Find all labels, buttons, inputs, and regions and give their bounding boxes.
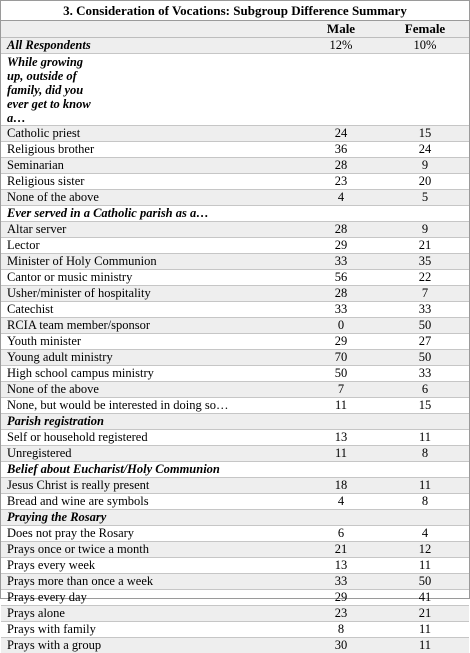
row-label: Youth minister (7, 334, 82, 348)
row-label: Minister of Holy Communion (7, 254, 157, 268)
male-value: 7 (337, 382, 345, 396)
female-value: 27 (418, 334, 432, 348)
row-label: High school campus ministry (7, 366, 154, 380)
female-value: 9 (421, 222, 429, 236)
table-row (1, 446, 469, 462)
row-label: Does not pray the Rosary (7, 526, 135, 540)
row-label: None of the above (7, 190, 99, 204)
row-label: Prays every week (7, 558, 96, 572)
table-row (1, 430, 469, 446)
row-label: Young adult ministry (7, 350, 113, 364)
female-value: 33 (418, 302, 432, 316)
female-value: 15 (418, 126, 432, 140)
female-value: 50 (418, 350, 432, 364)
row-label: Catholic priest (7, 126, 81, 140)
table-row (1, 334, 469, 350)
row-label: Usher/minister of hospitality (7, 286, 151, 300)
female-value: 12 (418, 542, 432, 556)
row-label: Cantor or music ministry (7, 270, 133, 284)
male-value: 70 (334, 350, 348, 364)
row-label: Prays once or twice a month (7, 542, 149, 556)
table-row (1, 318, 469, 334)
row-label: Religious sister (7, 174, 85, 188)
table-row (1, 350, 469, 366)
female-value: 20 (418, 174, 432, 188)
female-value: 8 (421, 494, 429, 508)
male-value: 13 (334, 430, 348, 444)
row-label: RCIA team member/sponsor (7, 318, 151, 332)
female-value: 11 (418, 558, 432, 572)
male-value: 28 (334, 286, 348, 300)
section-header-row (1, 462, 469, 478)
table-row (1, 398, 469, 414)
row-label: Prays with a group (7, 638, 102, 652)
female-value: 11 (418, 430, 432, 444)
male-value: 33 (334, 254, 348, 268)
row-label: Jesus Christ is really present (7, 478, 150, 492)
female-value: 9 (421, 158, 429, 172)
female-value: 11 (418, 638, 432, 652)
table-row (1, 382, 469, 398)
male-value: 13 (334, 558, 348, 572)
table-row (1, 366, 469, 382)
female-value: 50 (418, 318, 432, 332)
male-value: 30 (334, 638, 348, 652)
male-value: 56 (334, 270, 348, 284)
table-row (1, 158, 469, 174)
table-row (1, 126, 469, 142)
table-title: 3. Consideration of Vocations: Subgroup Difference Summary (1, 1, 469, 21)
male-value: 8 (337, 622, 345, 636)
table-row (1, 606, 469, 622)
row-label: Prays alone (7, 606, 65, 620)
male-value: 28 (334, 222, 348, 236)
header-label-column (1, 21, 301, 37)
section-label: Parish registration (7, 414, 104, 428)
male-value: 23 (334, 606, 348, 620)
row-label: Unregistered (7, 446, 72, 460)
male-value: 33 (334, 302, 348, 316)
row-label: Catechist (7, 302, 54, 316)
male-value: 23 (334, 174, 348, 188)
male-value: 6 (337, 526, 345, 540)
section-label: While growing up, outside of family, did you ever get to know a… (7, 55, 91, 125)
female-value: 21 (418, 238, 432, 252)
section-header-row (1, 206, 469, 222)
table-row (1, 238, 469, 254)
section-label: Ever served in a Catholic parish as a… (7, 206, 209, 220)
section-header-row (1, 38, 469, 54)
male-value: 0 (337, 318, 345, 332)
table-row (1, 302, 469, 318)
table-row (1, 526, 469, 542)
male-value: 29 (334, 334, 348, 348)
female-value: 5 (421, 190, 429, 204)
row-label: Prays every day (7, 590, 87, 604)
section-header-row (1, 510, 469, 526)
male-value: 24 (334, 126, 348, 140)
row-label: Prays more than once a week (7, 574, 154, 588)
row-label: Self or household registered (7, 430, 148, 444)
female-value: 21 (418, 606, 432, 620)
male-value: 4 (337, 190, 345, 204)
female-value: 15 (418, 398, 432, 412)
female-value: 22 (418, 270, 432, 284)
male-value: 36 (334, 142, 348, 156)
table-row (1, 174, 469, 190)
female-value: 41 (418, 590, 432, 604)
table-row (1, 590, 469, 606)
section-header-row (1, 414, 469, 430)
row-label: Seminarian (7, 158, 64, 172)
male-value: 33 (334, 574, 348, 588)
female-value: 8 (421, 446, 429, 460)
female-value: 7 (421, 286, 429, 300)
male-value: 4 (337, 494, 345, 508)
male-value: 11 (334, 398, 348, 412)
table-row (1, 142, 469, 158)
female-value: 11 (418, 478, 432, 492)
header-male: Male (326, 21, 356, 36)
table-header (1, 21, 469, 38)
female-value: 24 (418, 142, 432, 156)
section-label: All Respondents (7, 38, 91, 52)
table-row (1, 574, 469, 590)
table-row (1, 542, 469, 558)
female-value: 10% (413, 38, 437, 52)
row-label: None, but would be interested in doing so… (7, 398, 229, 412)
table-row (1, 254, 469, 270)
row-label: Altar server (7, 222, 67, 236)
row-label: Prays with family (7, 622, 96, 636)
row-label: Religious brother (7, 142, 95, 156)
table-row (1, 190, 469, 206)
male-value: 50 (334, 366, 348, 380)
section-label: Belief about Eucharist/Holy Communion (7, 462, 220, 476)
row-label: Lector (7, 238, 40, 252)
female-value: 11 (418, 622, 432, 636)
table-row (1, 622, 469, 638)
male-value: 28 (334, 158, 348, 172)
row-label: Bread and wine are symbols (7, 494, 149, 508)
section-label: Praying the Rosary (7, 510, 107, 524)
section-header-row (1, 54, 469, 126)
female-value: 50 (418, 574, 432, 588)
header-female: Female (404, 21, 446, 36)
table-row (1, 286, 469, 302)
table-body (1, 38, 469, 653)
female-value: 4 (421, 526, 429, 540)
table-row (1, 494, 469, 510)
male-value: 18 (334, 478, 348, 492)
female-value: 33 (418, 366, 432, 380)
male-value: 12% (329, 38, 353, 52)
table-row (1, 478, 469, 494)
male-value: 21 (334, 542, 348, 556)
row-label: None of the above (7, 382, 99, 396)
male-value: 11 (334, 446, 348, 460)
table-row (1, 558, 469, 574)
table-row (1, 222, 469, 238)
female-value: 6 (421, 382, 429, 396)
table-row (1, 638, 469, 653)
male-value: 29 (334, 590, 348, 604)
table-row (1, 270, 469, 286)
female-value: 35 (418, 254, 432, 268)
male-value: 29 (334, 238, 348, 252)
